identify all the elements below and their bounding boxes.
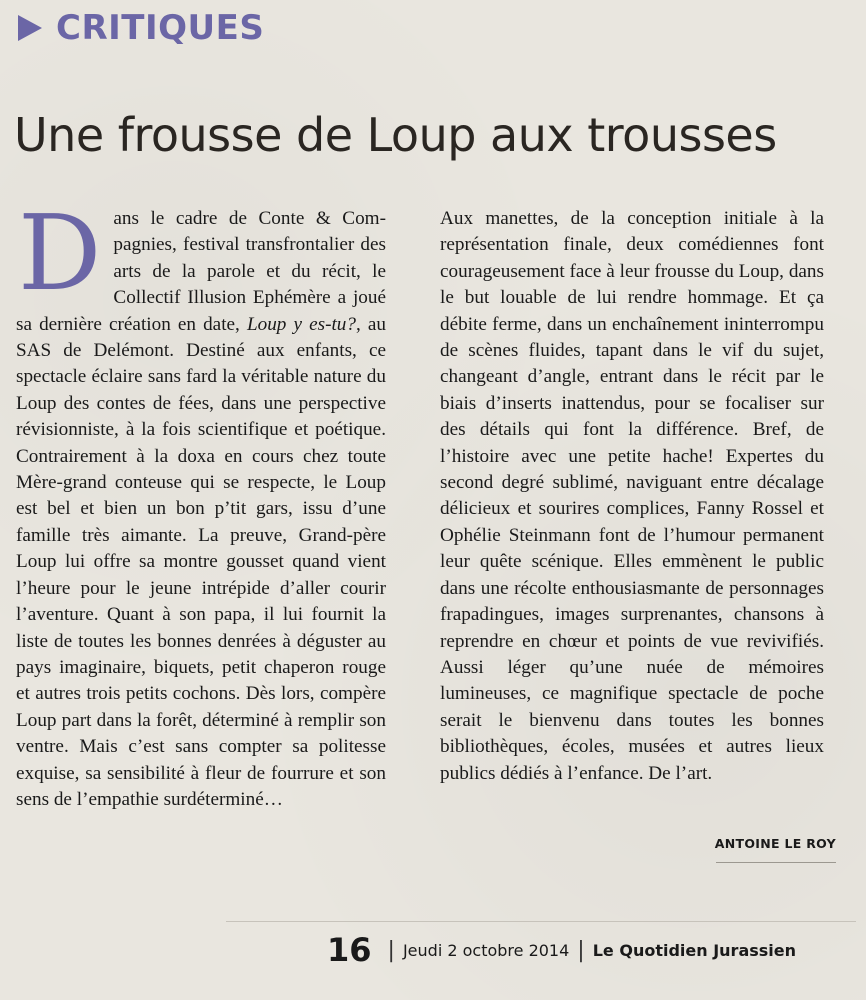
play-triangle-icon (18, 15, 42, 41)
article-paragraph-right: Aux manettes, de la conception initiale à la représentation finale, deux comédiennes font courageusement face à leur frousse du Loup, dans le but louable de lui rendre hommage. Et ça débite ferme, dans un enchaînement ininterrompu de scènes fluides, tapant dans le vif du sujet, changeant d’angle, entrant dans le récit par le biais d’inserts inattendus, pour se focaliser sur des détails qui font la différence. Bref, de l’histoire avec une petite hache! Expertes du second degré sublimé, naviguant entre décalage délicieux et sourires complices, Fanny Rossel et Ophélie Steinmann font de l’humour permanent leur quête scénique. Elles emmènent le public dans une récolte enthousiasmante de personnages frapadingues, images surprenantes, chansons à reprendre en chœur et points de vue revivifiés. Aussi léger qu’une nuée de mémoires lumineuses, ce magnifique spectacle de poche serait le bienvenu dans toutes les bonnes bibliothèques, écoles, musées et autres lieux publics dédiés à l’enfance. De l’art. (440, 208, 824, 784)
show-title: Loup y es-tu? (246, 313, 356, 335)
page-number: 16 (327, 931, 372, 969)
newspaper-name: Le Quotidien Jurassien (592, 940, 797, 960)
article-paragraph-left (16, 192, 386, 813)
byline-divider (716, 862, 836, 863)
footer-separator: | (387, 937, 395, 963)
author-byline: ANTOINE LE ROY (714, 836, 836, 851)
drop-cap: D (18, 192, 102, 314)
article-column-left (16, 192, 386, 813)
left-text-part-1: ans le cadre de Conte & Compagnies, festival transfrontalier des arts de la parole et du récit, le Collectif Illusion Ephémère a joué sa dernière création en date, (16, 208, 386, 335)
footer-separator: | (577, 937, 585, 963)
page-footer (327, 930, 796, 970)
left-text-part-2: , au SAS de Delémont. Destiné aux enfants, ce spectacle éclaire sans fard la véritable nature du Loup des contes de fées, dans une perspective révisionniste, à la fois scientifique et poétique. Contrairement à la doxa en cours chez toute Mère-grand conteuse qui se respecte, le Loup est bel et bien un bon p’tit gars, issu d’une famille très aimante. La preuve, Grand-père Loup lui offre sa montre gousset quand vient l’heure pour le jeune intrépide d’aller courir l’aventure. Quant à son papa, il lui fournit la liste de toutes les bonnes denrées à déguster au pays imaginaire, biquets, petit chaperon rouge et autres trois petits cochons. Dès lors, compère Loup part dans la forêt, déterminé à remplir son ventre. Mais c’est sans compter sa politesse exquise, sa sensibilité à fleur de fourrure et son sens de l’empathie surdéterminé… (16, 313, 386, 810)
section-label: CRITIQUES (56, 8, 265, 48)
article-column-right (440, 206, 824, 787)
article-headline: Une frousse de Loup aux trousses (14, 108, 777, 162)
footer-divider (226, 921, 856, 922)
publication-date: Jeudi 2 octobre 2014 (402, 940, 570, 960)
section-header (18, 6, 264, 50)
